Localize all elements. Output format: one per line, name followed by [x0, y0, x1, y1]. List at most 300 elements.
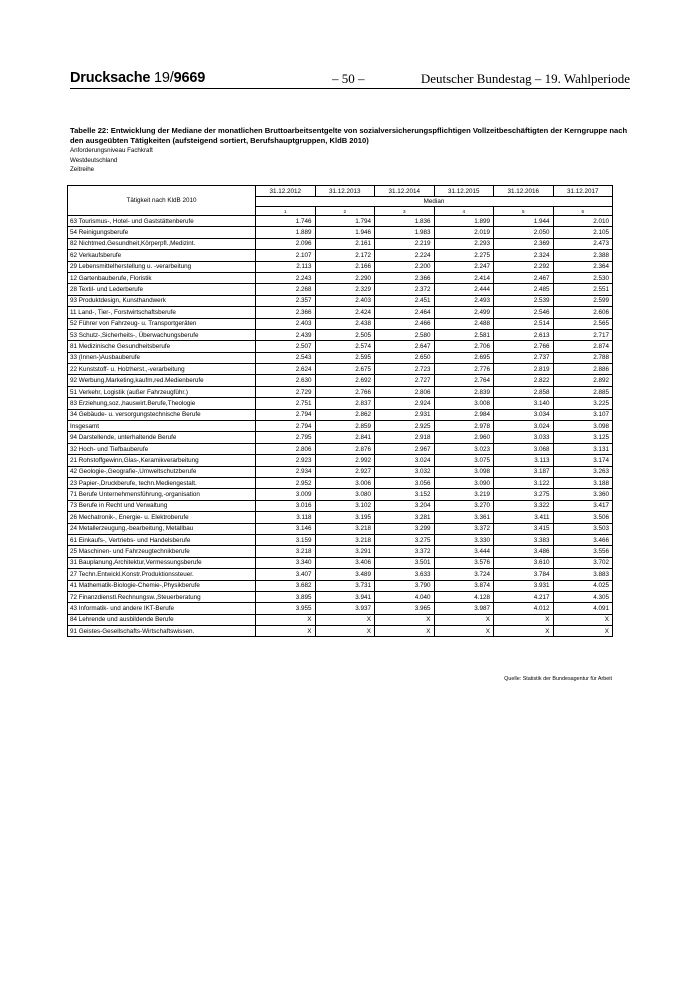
- column-index: 1: [256, 207, 316, 216]
- table-row: [68, 216, 613, 227]
- table-row: [68, 614, 613, 625]
- occupation-cell: 84 Lehrende und ausbildende Berufe: [68, 614, 256, 625]
- median-value-cell: X: [494, 626, 554, 637]
- median-value-cell: 3.090: [434, 477, 494, 488]
- median-value-cell: 3.506: [553, 512, 613, 523]
- occupation-cell: 23 Papier-,Druckberufe, techn.Mediengestalt.: [68, 477, 256, 488]
- median-value-cell: 4.025: [553, 580, 613, 591]
- median-value-cell: 3.874: [434, 580, 494, 591]
- median-value-cell: 3.024: [494, 421, 554, 432]
- column-index: 3: [375, 207, 435, 216]
- median-value-cell: 1.836: [375, 216, 435, 227]
- median-value-cell: 2.113: [256, 261, 316, 272]
- median-value-cell: 2.388: [553, 250, 613, 261]
- median-value-cell: 2.275: [434, 250, 494, 261]
- median-value-cell: 2.692: [315, 375, 375, 386]
- median-value-cell: 2.200: [375, 261, 435, 272]
- median-value-cell: 2.859: [315, 421, 375, 432]
- median-value-cell: 2.595: [315, 352, 375, 363]
- table-row: [68, 512, 613, 523]
- median-value-cell: 3.281: [375, 512, 435, 523]
- table-row: [68, 591, 613, 602]
- median-value-cell: 2.290: [315, 272, 375, 283]
- table-row: [68, 489, 613, 500]
- occupation-cell: 11 Land-, Tier-, Forstwirtschaftsberufe: [68, 307, 256, 318]
- median-value-cell: 2.224: [375, 250, 435, 261]
- median-value-cell: X: [494, 614, 554, 625]
- median-value-cell: 3.131: [553, 443, 613, 454]
- median-value-cell: 3.406: [315, 557, 375, 568]
- median-value-cell: 3.466: [553, 534, 613, 545]
- year-header: 31.12.2013: [315, 186, 375, 197]
- median-value-cell: 3.931: [494, 580, 554, 591]
- median-value-cell: 3.790: [375, 580, 435, 591]
- occupation-cell: 63 Tourismus-, Hotel- und Gaststättenberufe: [68, 216, 256, 227]
- median-value-cell: 3.024: [375, 455, 435, 466]
- median-value-cell: 3.152: [375, 489, 435, 500]
- median-value-cell: 2.737: [494, 352, 554, 363]
- median-value-cell: 4.012: [494, 603, 554, 614]
- table-row: [68, 295, 613, 306]
- median-value-cell: 2.329: [315, 284, 375, 295]
- year-header: 31.12.2016: [494, 186, 554, 197]
- median-value-cell: 2.806: [256, 443, 316, 454]
- median-value-cell: 3.218: [315, 534, 375, 545]
- median-value-cell: 2.539: [494, 295, 554, 306]
- table-row: [68, 580, 613, 591]
- median-value-cell: 2.624: [256, 364, 316, 375]
- median-value-cell: 2.403: [256, 318, 316, 329]
- occupation-cell: 22 Kunststoff- u. Holzherst.,-verarbeitung: [68, 364, 256, 375]
- median-value-cell: 3.576: [434, 557, 494, 568]
- median-value-cell: 2.695: [434, 352, 494, 363]
- table-row: [68, 500, 613, 511]
- median-value-cell: 2.488: [434, 318, 494, 329]
- median-value-cell: 3.299: [375, 523, 435, 534]
- median-value-cell: 3.417: [553, 500, 613, 511]
- median-value-cell: 2.019: [434, 227, 494, 238]
- table-row: [68, 534, 613, 545]
- median-value-cell: 3.009: [256, 489, 316, 500]
- median-value-cell: 2.485: [494, 284, 554, 295]
- median-value-cell: 2.723: [375, 364, 435, 375]
- median-value-cell: 3.383: [494, 534, 554, 545]
- occupation-cell: 28 Textil- und Lederberufe: [68, 284, 256, 295]
- row-header: Tätigkeit nach KldB 2010: [68, 186, 256, 216]
- caption-level: Anforderungsniveau Fachkraft: [70, 147, 153, 154]
- median-value-cell: 2.952: [256, 477, 316, 488]
- median-value-cell: 3.218: [256, 546, 316, 557]
- median-value-cell: 3.263: [553, 466, 613, 477]
- median-value-cell: 3.098: [434, 466, 494, 477]
- median-value-cell: 2.268: [256, 284, 316, 295]
- median-value-cell: 3.372: [434, 523, 494, 534]
- median-value-cell: 3.503: [553, 523, 613, 534]
- median-value-cell: 2.992: [315, 455, 375, 466]
- median-value-cell: 2.050: [494, 227, 554, 238]
- median-value-cell: 2.574: [315, 341, 375, 352]
- median-value-cell: 2.794: [256, 409, 316, 420]
- median-value-cell: 3.360: [553, 489, 613, 500]
- table-row: [68, 557, 613, 568]
- median-value-cell: 3.140: [494, 398, 554, 409]
- median-value-cell: 2.858: [494, 386, 554, 397]
- occupation-cell: 72 Finanzdienstl.Rechnungsw.,Steuerberatung: [68, 591, 256, 602]
- median-value-cell: 3.068: [494, 443, 554, 454]
- median-value-cell: 3.330: [434, 534, 494, 545]
- median-value-cell: 2.546: [494, 307, 554, 318]
- doc-prefix: Drucksache: [70, 70, 155, 86]
- median-value-cell: 2.581: [434, 329, 494, 340]
- median-value-cell: 3.102: [315, 500, 375, 511]
- table-row: [68, 238, 613, 249]
- median-value-cell: 3.098: [553, 421, 613, 432]
- median-value-cell: 2.923: [256, 455, 316, 466]
- median-value-cell: 2.366: [375, 272, 435, 283]
- median-value-cell: 4.128: [434, 591, 494, 602]
- median-value-cell: 2.161: [315, 238, 375, 249]
- source-note: Quelle: Statistik der Bundesagentur für Arbeit: [504, 676, 612, 682]
- occupation-cell: 27 Techn.Entwickl.Konstr.Produktionssteuer.: [68, 569, 256, 580]
- document-number: [70, 70, 205, 86]
- table-row: [68, 421, 613, 432]
- median-value-cell: 2.166: [315, 261, 375, 272]
- occupation-cell: 83 Erziehung,soz.,hauswirt.Berufe,Theologie: [68, 398, 256, 409]
- median-value-cell: 2.967: [375, 443, 435, 454]
- year-header: 31.12.2017: [553, 186, 613, 197]
- table-row: [68, 477, 613, 488]
- median-value-cell: 2.507: [256, 341, 316, 352]
- occupation-cell: 94 Darstellende, unterhaltende Berufe: [68, 432, 256, 443]
- median-value-cell: 3.895: [256, 591, 316, 602]
- occupation-cell: 12 Gartenbauberufe, Floristik: [68, 272, 256, 283]
- table-row: [68, 341, 613, 352]
- median-value-cell: 2.172: [315, 250, 375, 261]
- median-value-cell: 3.444: [434, 546, 494, 557]
- median-value-cell: 2.630: [256, 375, 316, 386]
- median-value-cell: 2.924: [375, 398, 435, 409]
- median-value-cell: 3.937: [315, 603, 375, 614]
- median-value-cell: X: [256, 614, 316, 625]
- page-header: [70, 70, 630, 89]
- occupation-cell: 34 Gebäude- u. versorgungstechnische Berufe: [68, 409, 256, 420]
- median-value-cell: 2.444: [434, 284, 494, 295]
- median-value-cell: 4.217: [494, 591, 554, 602]
- median-value-cell: 2.493: [434, 295, 494, 306]
- median-value-cell: X: [256, 626, 316, 637]
- table-row: [68, 569, 613, 580]
- table-row: [68, 523, 613, 534]
- median-value-cell: 3.489: [315, 569, 375, 580]
- occupation-cell: 42 Geologie-,Geografie-,Umweltschutzberufe: [68, 466, 256, 477]
- median-value-cell: 2.886: [553, 364, 613, 375]
- median-value-cell: 2.984: [434, 409, 494, 420]
- median-value-cell: 3.372: [375, 546, 435, 557]
- median-value-cell: 3.501: [375, 557, 435, 568]
- table-row: [68, 329, 613, 340]
- median-value-cell: 3.955: [256, 603, 316, 614]
- median-value-cell: 2.729: [256, 386, 316, 397]
- median-value-cell: 2.978: [434, 421, 494, 432]
- median-value-cell: 2.219: [375, 238, 435, 249]
- occupation-cell: 54 Reinigungsberufe: [68, 227, 256, 238]
- doc-number: [154, 70, 205, 86]
- year-header: 31.12.2014: [375, 186, 435, 197]
- occupation-cell: Insgesamt: [68, 421, 256, 432]
- median-value-cell: 3.195: [315, 512, 375, 523]
- median-value-cell: 2.650: [375, 352, 435, 363]
- median-value-cell: 3.225: [553, 398, 613, 409]
- median-value-cell: 2.841: [315, 432, 375, 443]
- table-row: [68, 432, 613, 443]
- median-value-cell: 3.610: [494, 557, 554, 568]
- median-value-cell: 2.837: [315, 398, 375, 409]
- median-value-cell: 2.766: [494, 341, 554, 352]
- median-value-cell: 3.008: [434, 398, 494, 409]
- median-value-cell: 2.414: [434, 272, 494, 283]
- median-value-cell: 3.023: [434, 443, 494, 454]
- median-value-cell: 3.784: [494, 569, 554, 580]
- median-value-cell: 3.188: [553, 477, 613, 488]
- occupation-cell: 31 Bauplanung,Architektur,Vermessungsberufe: [68, 557, 256, 568]
- occupation-cell: 62 Verkaufsberufe: [68, 250, 256, 261]
- occupation-cell: 53 Schutz-,Sicherheits-, Überwachungsberufe: [68, 329, 256, 340]
- median-value-cell: 1.889: [256, 227, 316, 238]
- page-number: – 50 –: [332, 71, 365, 86]
- median-value-cell: 2.934: [256, 466, 316, 477]
- median-value-cell: 2.776: [434, 364, 494, 375]
- occupation-cell: 26 Mechatronik-, Energie- u. Elektroberufe: [68, 512, 256, 523]
- table-row: [68, 386, 613, 397]
- median-value-cell: 3.204: [375, 500, 435, 511]
- median-value-cell: 3.174: [553, 455, 613, 466]
- median-value-cell: 3.702: [553, 557, 613, 568]
- table-row: [68, 284, 613, 295]
- median-value-cell: 2.530: [553, 272, 613, 283]
- median-value-cell: 2.599: [553, 295, 613, 306]
- median-value-cell: 3.411: [494, 512, 554, 523]
- doc-number-period: 19/: [154, 70, 174, 86]
- median-value-cell: 3.883: [553, 569, 613, 580]
- median-value-cell: 3.682: [256, 580, 316, 591]
- median-value-cell: 2.247: [434, 261, 494, 272]
- year-header-row: [68, 186, 613, 197]
- median-value-cell: 2.839: [434, 386, 494, 397]
- median-value-cell: 2.451: [375, 295, 435, 306]
- median-value-cell: 2.727: [375, 375, 435, 386]
- table-row: [68, 443, 613, 454]
- median-value-cell: X: [315, 614, 375, 625]
- median-value-cell: 2.438: [315, 318, 375, 329]
- table-row: [68, 409, 613, 420]
- median-value-cell: 2.473: [553, 238, 613, 249]
- caption-region: Westdeutschland: [70, 157, 118, 164]
- occupation-cell: 82 Nichtmed.Gesundheit,Körperpfl.,Medizint.: [68, 238, 256, 249]
- median-value-cell: 3.291: [315, 546, 375, 557]
- median-value-cell: 2.105: [553, 227, 613, 238]
- median-value-cell: 2.010: [553, 216, 613, 227]
- median-value-cell: 2.467: [494, 272, 554, 283]
- median-value-cell: 2.580: [375, 329, 435, 340]
- median-value-cell: 2.874: [553, 341, 613, 352]
- table-row: [68, 626, 613, 637]
- median-value-cell: 2.324: [494, 250, 554, 261]
- occupation-cell: 21 Rohstoffgewinn,Glas-,Keramikverarbeitung: [68, 455, 256, 466]
- median-value-cell: 2.960: [434, 432, 494, 443]
- median-value-cell: 3.415: [494, 523, 554, 534]
- median-value-cell: 3.122: [494, 477, 554, 488]
- median-value-cell: 2.366: [256, 307, 316, 318]
- median-value-cell: 3.006: [315, 477, 375, 488]
- occupation-cell: 71 Berufe Unternehmensführung,-organisation: [68, 489, 256, 500]
- table-caption: [70, 126, 630, 174]
- median-value-cell: 2.292: [494, 261, 554, 272]
- table-row: [68, 398, 613, 409]
- median-value-cell: 2.885: [553, 386, 613, 397]
- median-value-cell: 2.243: [256, 272, 316, 283]
- table-row: [68, 455, 613, 466]
- median-value-cell: 2.819: [494, 364, 554, 375]
- median-value-cell: 3.724: [434, 569, 494, 580]
- median-value-cell: 2.806: [375, 386, 435, 397]
- parliament-label: Deutscher Bundestag – 19. Wahlperiode: [420, 71, 630, 86]
- median-value-cell: 2.606: [553, 307, 613, 318]
- median-value-cell: 3.407: [256, 569, 316, 580]
- occupation-cell: 81 Medizinische Gesundheitsberufe: [68, 341, 256, 352]
- median-value-cell: 2.505: [315, 329, 375, 340]
- column-index: 5: [494, 207, 554, 216]
- median-value-cell: 4.040: [375, 591, 435, 602]
- table-row: [68, 352, 613, 363]
- table-row: [68, 375, 613, 386]
- median-value-cell: 2.788: [553, 352, 613, 363]
- occupation-cell: 51 Verkehr, Logistik (außer Fahrzeugführ.): [68, 386, 256, 397]
- table-title: Tabelle 22: Entwicklung der Mediane der monatlichen Bruttoarbeitsentgelte von sozialversicherungspflichtigen Vollzeitbeschäftigten der Kerngruppe nach den ausgeübten Tätigkeiten (aufsteigend sortiert, Berufshauptgruppen, KldB 2010): [70, 126, 628, 145]
- median-value-cell: 3.113: [494, 455, 554, 466]
- median-value-cell: 2.647: [375, 341, 435, 352]
- table-row: [68, 227, 613, 238]
- table-body: [68, 216, 613, 637]
- median-value-cell: X: [553, 626, 613, 637]
- median-value-cell: 3.016: [256, 500, 316, 511]
- median-value-cell: 3.032: [375, 466, 435, 477]
- median-value-cell: 2.096: [256, 238, 316, 249]
- median-value-cell: 2.925: [375, 421, 435, 432]
- median-value-cell: 3.941: [315, 591, 375, 602]
- table-row: [68, 272, 613, 283]
- median-value-cell: 3.075: [434, 455, 494, 466]
- occupation-cell: 32 Hoch- und Tiefbauberufe: [68, 443, 256, 454]
- table-row: [68, 546, 613, 557]
- median-value-cell: 3.219: [434, 489, 494, 500]
- table-row: [68, 261, 613, 272]
- median-value-cell: 2.514: [494, 318, 554, 329]
- table-row: [68, 307, 613, 318]
- median-value-cell: 4.305: [553, 591, 613, 602]
- median-value-cell: 3.361: [434, 512, 494, 523]
- median-value-cell: 2.439: [256, 329, 316, 340]
- median-value-cell: 2.764: [434, 375, 494, 386]
- median-value-cell: 3.731: [315, 580, 375, 591]
- median-value-cell: 2.795: [256, 432, 316, 443]
- median-table: [67, 185, 613, 637]
- median-value-cell: 3.322: [494, 500, 554, 511]
- occupation-cell: 25 Maschinen- und Fahrzeugtechnikberufe: [68, 546, 256, 557]
- year-header: 31.12.2012: [256, 186, 316, 197]
- occupation-cell: 61 Einkaufs-, Vertriebs- und Handelsberufe: [68, 534, 256, 545]
- median-value-cell: 2.876: [315, 443, 375, 454]
- table-row: [68, 318, 613, 329]
- occupation-cell: 93 Produktdesign, Kunsthandwerk: [68, 295, 256, 306]
- column-index: 4: [434, 207, 494, 216]
- median-value-cell: 2.766: [315, 386, 375, 397]
- median-value-cell: 2.107: [256, 250, 316, 261]
- median-header: Median: [256, 197, 613, 207]
- median-value-cell: 2.293: [434, 238, 494, 249]
- occupation-cell: 92 Werbung,Marketing,kaufm,red.Medienberufe: [68, 375, 256, 386]
- median-value-cell: 3.275: [375, 534, 435, 545]
- occupation-cell: 41 Mathematik-Biologie-Chemie-,Physikberufe: [68, 580, 256, 591]
- year-header: 31.12.2015: [434, 186, 494, 197]
- median-value-cell: 2.424: [315, 307, 375, 318]
- median-value-cell: 2.675: [315, 364, 375, 375]
- median-value-cell: 4.091: [553, 603, 613, 614]
- median-value-cell: 2.464: [375, 307, 435, 318]
- median-value-cell: 3.159: [256, 534, 316, 545]
- median-value-cell: 2.499: [434, 307, 494, 318]
- doc-number-id: 9669: [173, 70, 206, 86]
- median-value-cell: 1.746: [256, 216, 316, 227]
- column-index: 2: [315, 207, 375, 216]
- median-value-cell: 2.357: [256, 295, 316, 306]
- median-value-cell: X: [375, 626, 435, 637]
- table-row: [68, 364, 613, 375]
- median-value-cell: 3.056: [375, 477, 435, 488]
- occupation-cell: 73 Berufe in Recht und Verwaltung: [68, 500, 256, 511]
- median-value-cell: 2.918: [375, 432, 435, 443]
- median-value-cell: 3.218: [315, 523, 375, 534]
- median-value-cell: 3.987: [434, 603, 494, 614]
- median-value-cell: 3.965: [375, 603, 435, 614]
- median-value-cell: 2.927: [315, 466, 375, 477]
- median-value-cell: 2.931: [375, 409, 435, 420]
- median-value-cell: 2.862: [315, 409, 375, 420]
- median-value-cell: 3.033: [494, 432, 554, 443]
- table-row: [68, 466, 613, 477]
- median-value-cell: 2.706: [434, 341, 494, 352]
- median-value-cell: 2.364: [553, 261, 613, 272]
- occupation-cell: 52 Führer von Fahrzeug- u. Transportgeräten: [68, 318, 256, 329]
- median-value-cell: 2.717: [553, 329, 613, 340]
- median-value-cell: 2.372: [375, 284, 435, 295]
- median-value-cell: 1.794: [315, 216, 375, 227]
- median-value-cell: 3.270: [434, 500, 494, 511]
- median-value-cell: 2.565: [553, 318, 613, 329]
- occupation-cell: 91 Geistes-Gesellschafts-Wirtschaftswissen.: [68, 626, 256, 637]
- median-value-cell: 1.944: [494, 216, 554, 227]
- table-row: [68, 603, 613, 614]
- median-value-cell: 2.543: [256, 352, 316, 363]
- median-value-cell: 2.751: [256, 398, 316, 409]
- median-value-cell: 3.146: [256, 523, 316, 534]
- median-value-cell: 3.486: [494, 546, 554, 557]
- median-value-cell: 3.034: [494, 409, 554, 420]
- median-value-cell: 1.983: [375, 227, 435, 238]
- median-value-cell: X: [434, 614, 494, 625]
- median-value-cell: 3.187: [494, 466, 554, 477]
- median-value-cell: 3.275: [494, 489, 554, 500]
- median-value-cell: 3.118: [256, 512, 316, 523]
